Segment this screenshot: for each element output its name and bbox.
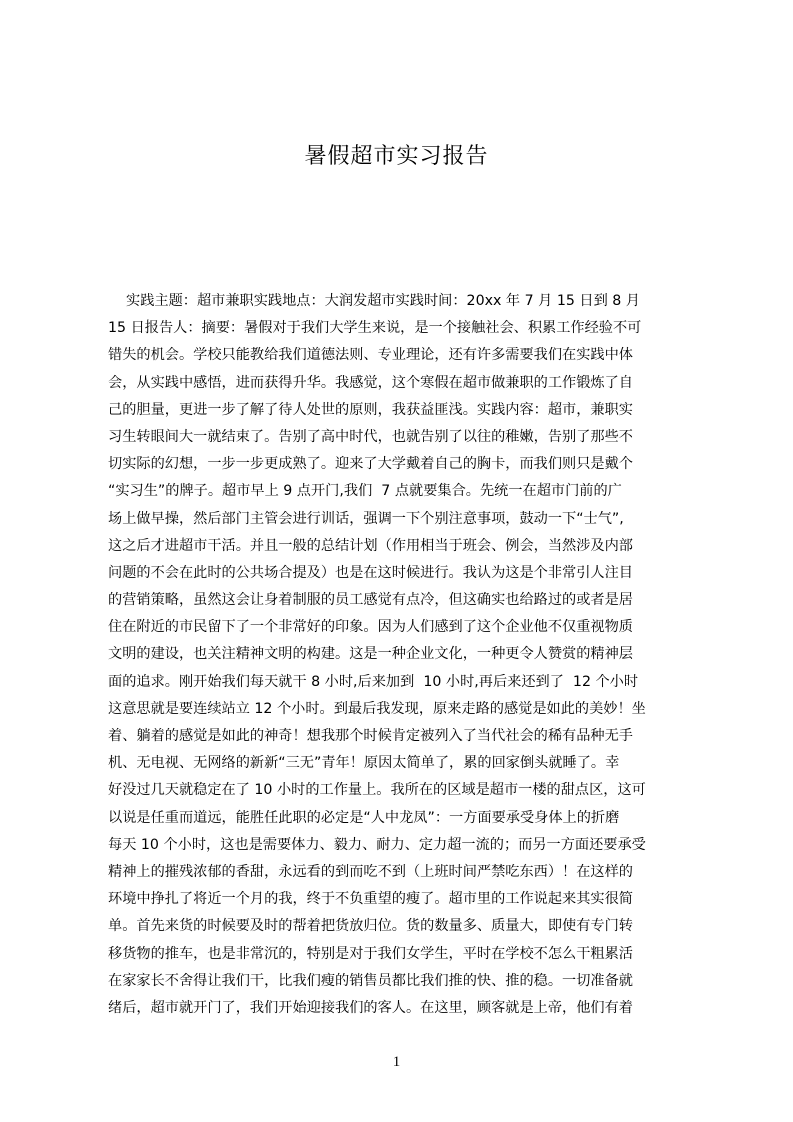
- body-text-line: 错失的机会。学校只能教给我们道德法则、专业理论，还有许多需要我们在实践中体: [108, 347, 633, 364]
- body-text-line: 机、无电视、无网络的新新“三无”青年！原因太简单了，累的回家倒头就睡了。幸: [108, 755, 620, 772]
- body-text-line: 精神上的摧残浓郁的香甜，永远看的到而吃不到（上班时间严禁吃东西）！在这样的: [108, 863, 633, 880]
- body-text-line: 会，从实践中感悟，进而获得升华。我感觉，这个寒假在超市做兼职的工作锻炼了自: [108, 374, 633, 391]
- body-text-line: 每天 10 个小时，这也是需要体力、毅力、耐力、定力超一流的；而另一方面还要承受: [108, 836, 646, 853]
- body-text-line: “实习生”的牌子。超市早上 9 点开门,我们 7 点就要集合。先统一在超市门前的广: [108, 483, 622, 500]
- body-text-line: 住在附近的市民留下了一个非常好的印象。因为人们感到了这个企业他不仅重视物质: [108, 619, 633, 636]
- body-text-line: 面的追求。刚开始我们每天就干 8 小时,后来加到 10 小时,再后来还到了 12 个小时: [108, 673, 639, 690]
- body-text-line: 场上做早操，然后部门主管会进行训话，强调一下个别注意事项，鼓动一下“士气”,: [108, 510, 624, 527]
- body-text-line: 这意思就是要连续站立 12 个小时。到最后我发现，原来走路的感觉是如此的美妙！坐: [108, 700, 646, 717]
- page-number: 1: [392, 1054, 401, 1070]
- body-text-line: 绪后，超市就开门了，我们开始迎接我们的客人。在这里，顾客就是上帝，他们有着: [108, 999, 633, 1016]
- body-text-line: 移货物的推车，也是非常沉的，特别是对于我们女学生，平时在学校不怎么干粗累活: [108, 945, 633, 962]
- body-text-line: 己的胆量，更进一步了解了待人处世的原则，我获益匪浅。实践内容：超市，兼职实: [108, 401, 633, 418]
- body-text-line: 问题的不会在此时的公共场合提及）也是在这时候进行。我认为这是个非常引人注目: [108, 564, 633, 581]
- body-text-line: 好没过几天就稳定在了 10 小时的工作量上。我所在的区域是超市一楼的甜点区，这可: [108, 782, 646, 799]
- document-title: 暑假超市实习报告: [304, 144, 489, 169]
- body-text-line: 这之后才进超市干活。并且一般的总结计划（作用相当于班会、例会，当然涉及内部: [108, 537, 633, 554]
- body-text-line: 环境中挣扎了将近一个月的我，终于不负重望的瘦了。超市里的工作说起来其实很简: [108, 891, 633, 908]
- body-text-line: 15 日报告人：摘要：暑假对于我们大学生来说，是一个接触社会、积累工作经验不可: [108, 320, 642, 337]
- body-text-line: 切实际的幻想，一步一步更成熟了。迎来了大学戴着自己的胸卡，而我们则只是戴个: [108, 456, 633, 473]
- document-body: [108, 288, 698, 1022]
- body-text-line: 习生转眼间大一就结束了。告别了高中时代，也就告别了以往的稚嫩，告别了那些不: [108, 428, 633, 445]
- body-text-line: 在家家长不舍得让我们干，比我们瘦的销售员都比我们推的快、推的稳。一切准备就: [108, 972, 633, 989]
- body-text-line: 的营销策略，虽然这会让身着制服的员工感觉有点冷，但这确实也给路过的或者是居: [108, 592, 633, 609]
- body-text-line: 着、躺着的感觉是如此的神奇！想我那个时候肯定被列入了当代社会的稀有品种无手: [108, 728, 633, 744]
- body-text-line: 文明的建设，也关注精神文明的构建。这是一种企业文化，一种更令人赞赏的精神层: [108, 646, 633, 663]
- body-text-line: 单。首先来货的时候要及时的帮着把货放归位。货的数量多、质量大，即使有专门转: [108, 918, 633, 935]
- body-text-line: 以说是任重而道远，能胜任此职的必定是“人中龙凤”：一方面要承受身体上的折磨: [108, 809, 620, 826]
- body-text-line: 实践主题：超市兼职实践地点：大润发超市实践时间：20xx 年 7 月 15 日到 8 月: [108, 293, 640, 309]
